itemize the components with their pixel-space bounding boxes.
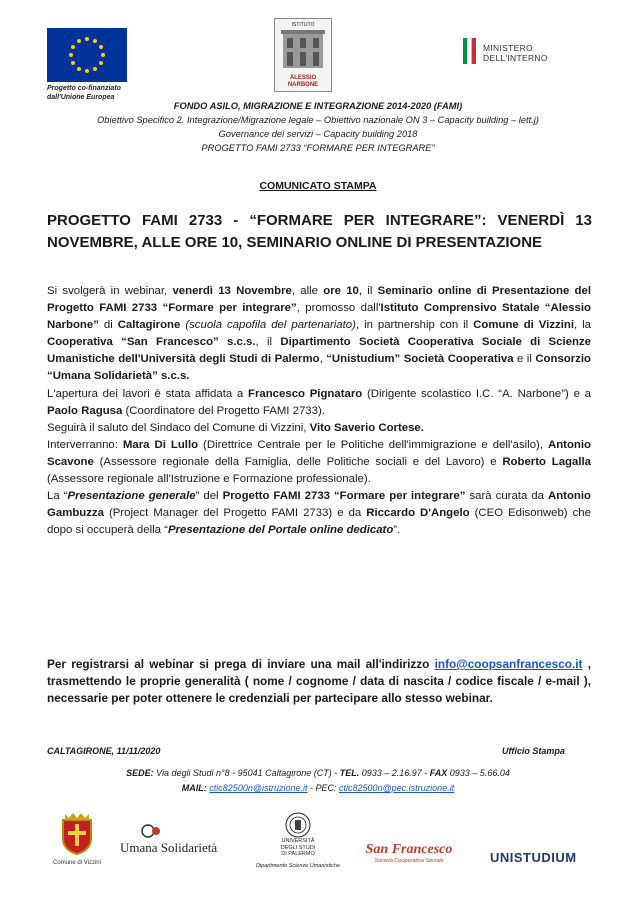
pec-link[interactable]: ctic82500n@pec.istruzione.it	[339, 783, 455, 793]
eu-flag-logo	[47, 28, 127, 82]
fund-line2: Obiettivo Specifico 2. Integrazione/Migrazione legale – Obiettivo nazionale ON 3 – Capacity building – lett.j)	[97, 115, 539, 125]
umana-solidarieta-label: Umana Solidarietà	[120, 840, 218, 855]
eu-stars-icon	[47, 28, 127, 82]
school-logo-text1: ISTITUTO	[291, 22, 315, 28]
release-date: CALTAGIRONE, 11/11/2020	[47, 746, 161, 756]
body-paragraph-1: Si svolgerà in webinar, venerdì 13 Novembre, alle ore 10, il Seminario online di Presentazione del Progetto FAMI 2733 “Formare per integrare”, promosso dall'Istituto Comprensivo Statale “Alessio Narbone” di Caltagirone (scuola capofila del partenariato), in partnership con il Comune di Vizzini, la Cooperativa “San Francesco” s.c.s., il Dipartimento Società Cooperativa Sociale di Scienze Umanistiche dell'Università degli Studi di Palermo, “Unistudium” Società Cooperativa e il Consorzio “Umana Solidarietà” s.c.s.	[47, 285, 591, 383]
umana-solidarieta-icon	[140, 822, 164, 840]
ministry-line1: MINISTERO	[483, 43, 533, 53]
eu-caption-line1: Progetto co-finanziato	[47, 85, 121, 92]
coat-of-arms-icon	[59, 812, 95, 856]
body-paragraph-3: Seguirà il saluto del Sindaco del Comune di Vizzini, Vito Saverio Cortese.	[47, 421, 424, 434]
san-francesco-sub: Società Cooperativa Sociale	[374, 858, 444, 864]
address-line: SEDE: Via degli Studi n°8 - 95041 Caltagirone (CT) - TEL. 0933 – 2.16.97 - FAX 0933 – 5.66.04	[126, 768, 510, 778]
school-logo	[274, 18, 332, 92]
fund-line1: FONDO ASILO, MIGRAZIONE E INTEGRAZIONE 2014-2020 (FAMI)	[173, 101, 463, 111]
registration-paragraph: Per registrarsi al webinar si prega di inviare una mail all'indirizzo info@coopsanfrancesco.it , trasmettendo le proprie generalità ( nome / cognome / data di nascita / codice fiscale / e-mail ), necessarie per poter ottenere le credenziali per partecipare allo stesso webinar.	[47, 657, 592, 705]
body-paragraph-5: La “Presentazione generale” del Progetto FAMI 2733 “Formare per integrare” sarà curata da Antonio Gambuzza (Project Manager del Progetto FAMI 2733) e da Riccardo D'Angelo (CEO Edisonweb) che dopo si occuperà della “Presentazione del Portale online dedicato”.	[47, 490, 591, 537]
fund-line4: PROGETTO FAMI 2733 “FORMARE PER INTEGRARE”	[201, 143, 435, 153]
unistudium-logo: UNISTUDIUM	[490, 850, 577, 865]
university-seal-icon	[285, 812, 311, 838]
umana-solidarieta-logo	[120, 822, 240, 856]
mail-link[interactable]: ctic82500n@istruzione.it	[209, 783, 308, 793]
body-paragraph-2: L'apertura dei lavori è stata affidata a Francesco Pignataro (Dirigente scolastico I.C. “A. Narbone”) e a Paolo Ragusa (Coordinatore del Progetto FAMI 2733).	[47, 387, 591, 417]
comunicato-heading	[0, 180, 636, 192]
san-francesco-label: San Francesco	[365, 842, 453, 857]
unipa-logo	[250, 812, 346, 869]
ministry-line2: DELL'INTERNO	[483, 53, 548, 63]
press-release-body	[47, 283, 591, 539]
vizzini-logo	[52, 812, 102, 866]
ministry-name	[483, 43, 548, 63]
italy-flag-icon	[463, 38, 476, 64]
fund-line3: Governance dei servizi – Capacity building 2018	[218, 129, 418, 139]
registration-email-link[interactable]: info@coopsanfrancesco.it	[434, 657, 583, 671]
unipa-department: Dipartimento Scienze Umanistiche	[255, 862, 341, 869]
press-release-title: PROGETTO FAMI 2733 - “FORMARE PER INTEGRARE”: VENERDÌ 13 NOVEMBRE, ALLE ORE 10, SEMINARIO ONLINE DI PRESENTAZIONE	[47, 212, 592, 251]
press-office: Ufficio Stampa	[502, 746, 565, 756]
mail-line: MAIL: ctic82500n@istruzione.it - PEC: ctic82500n@pec.istruzione.it	[181, 783, 455, 793]
school-logo-text3: NARBONE	[287, 82, 319, 88]
body-paragraph-4: Interverranno: Mara Di Lullo (Direttrice Centrale per le Politiche dell'immigrazione e dell'asilo), Antonio Scavone (Assessore regionale della Famiglia, delle Politiche sociali e del Lavoro) e Roberto Lagalla (Assessore regionale all'Istruzione e Formazione professionale).	[47, 438, 592, 486]
unipa-name: UNIVERSITÀ DEGLI STUDI DI PALERMO	[280, 838, 316, 857]
san-francesco-logo	[350, 842, 468, 864]
school-logo-text2: ALESSIO	[289, 75, 317, 81]
eu-caption-line2: dall'Unione Europea	[47, 94, 115, 101]
comunicato-label: COMUNICATO STAMPA	[259, 180, 377, 192]
school-building-icon	[275, 28, 331, 70]
vizzini-label: Comune di Vizzini	[53, 860, 101, 866]
